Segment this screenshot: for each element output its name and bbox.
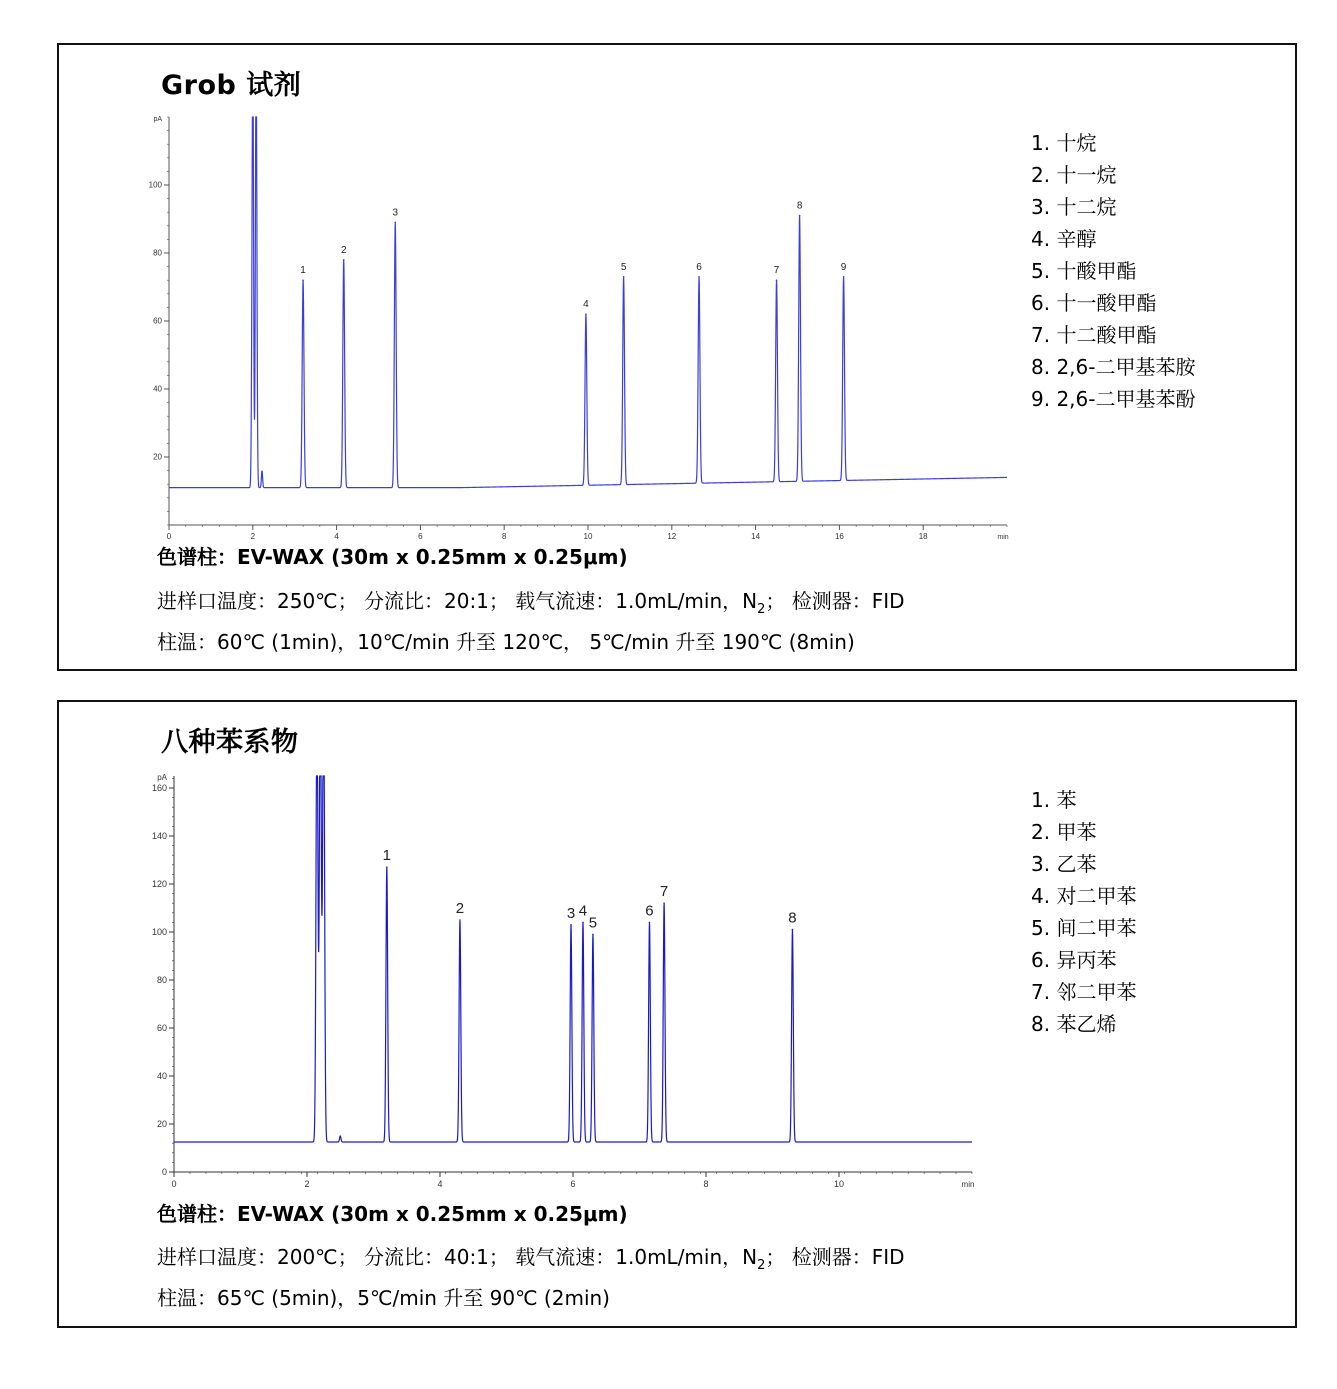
y-tick-label: 100 [151,927,167,937]
y-tick-label: 80 [156,975,167,985]
peak-apex-7 [663,902,665,904]
chart-title: Grob 试剂 [161,70,302,101]
y-tick-label: 60 [156,1023,167,1033]
x-tick-label: 2 [250,532,256,541]
x-tick-label: 12 [667,532,677,541]
inlet-subscript: 2 [757,602,766,617]
peak-label-4: 4 [578,902,588,920]
peak-apex-5 [623,276,625,278]
legend-item: 9. 2,6-二甲基苯酚 [1031,387,1196,411]
legend-item: 3. 乙苯 [1031,852,1097,876]
y-tick-label: 80 [153,248,162,258]
peak-apex-1 [302,279,304,281]
peak-apex-3 [394,222,396,224]
y-tick-label: 60 [153,316,162,326]
column-info: 色谱柱：EV-WAX (30m x 0.25mm x 0.25μm) [157,1202,628,1226]
x-tick-label: 10 [833,1179,845,1189]
peak-label-5: 5 [588,914,598,932]
legend-item: 8. 2,6-二甲基苯胺 [1031,355,1196,379]
peak-apex-4 [582,922,584,924]
peak-apex-2 [459,919,461,921]
y-tick-label: 100 [148,180,162,190]
peak-apex-7 [776,279,778,281]
legend-item: 7. 邻二甲苯 [1031,980,1137,1004]
oven-program: 柱温：65℃ (5min)，5℃/min 升至 90℃ (2min) [157,1286,610,1310]
y-axis-unit: pA [157,773,167,782]
legend-item: 3. 十二烷 [1031,195,1117,219]
x-tick-label: 14 [751,532,761,541]
y-tick-label: 40 [153,384,162,394]
peak-apex-8 [792,929,794,931]
legend-item: 7. 十二酸甲酯 [1031,323,1157,347]
legend-item: 6. 异丙苯 [1031,948,1117,972]
x-tick-label: 6 [570,1179,576,1189]
y-tick-label: 140 [151,831,167,841]
legend-item: 1. 十烷 [1031,131,1097,155]
x-tick-label: 2 [304,1179,310,1189]
chart-title: 八种苯系物 [161,727,299,758]
peak-label-1: 1 [300,265,306,277]
inlet-tail: ； 检测器：FID [765,589,905,613]
inlet-subscript: 2 [757,1258,766,1273]
peak-label-8: 8 [788,909,797,927]
peak-label-7: 7 [659,883,669,901]
peak-label-3: 3 [566,904,576,922]
x-tick-label: 18 [918,532,928,541]
peak-label-9: 9 [840,261,847,273]
peak-label-2: 2 [455,900,465,917]
peak-apex-6 [649,922,651,924]
x-tick-label: 4 [334,532,339,541]
peak-apex-2 [343,259,345,261]
legend-item: 2. 甲苯 [1031,820,1097,844]
y-tick-label: 40 [156,1071,167,1081]
peak-apex-3 [570,924,572,926]
y-tick-label: 0 [161,1167,167,1177]
y-axis-unit: pA [153,116,162,123]
chromatogram-panel-benzene [57,700,1297,1328]
inlet-info [157,1241,905,1273]
x-axis-unit: min [961,1180,975,1189]
peak-legend [1031,784,1136,1040]
peak-label-5: 5 [620,261,627,273]
x-tick-label: 10 [583,532,593,541]
inlet-info [157,585,905,617]
peak-apex-4 [585,313,587,315]
peak-label-6: 6 [696,261,702,273]
oven-program: 柱温：60℃ (1min)，10℃/min 升至 120℃， 5℃/min 升至 190℃ (8min) [157,630,855,654]
column-info: 色谱柱：EV-WAX (30m x 0.25mm x 0.25μm) [157,545,628,569]
legend-item: 6. 十一酸甲酯 [1031,291,1157,315]
signal-trace [174,776,972,1142]
y-tick-label: 20 [153,452,162,462]
y-tick-label: 20 [156,1119,167,1129]
legend-item: 5. 间二甲苯 [1031,916,1137,940]
x-axis-unit: min [997,534,1009,541]
peak-apex-9 [843,276,845,278]
x-tick-label: 0 [171,1179,177,1189]
peak-apex-8 [799,215,801,217]
legend-item: 1. 苯 [1031,788,1077,812]
peak-label-7: 7 [773,265,780,277]
peak-apex-1 [386,866,388,868]
x-tick-label: 8 [501,532,507,541]
peak-apex-6 [698,276,700,278]
peak-label-8: 8 [796,200,803,212]
x-tick-label: 8 [703,1179,709,1189]
x-tick-label: 4 [437,1179,443,1189]
y-tick-label: 160 [151,783,167,793]
peak-apex-5 [592,934,594,936]
legend-item: 4. 辛醇 [1031,227,1097,251]
inlet-tail: ； 检测器：FID [765,1245,905,1269]
peak-label-4: 4 [583,299,589,311]
chromatogram-panel-grob [57,43,1297,671]
legend-item: 5. 十酸甲酯 [1031,259,1137,283]
legend-item: 8. 苯乙烯 [1031,1012,1117,1036]
x-tick-label: 16 [834,532,844,541]
peak-label-6: 6 [645,902,654,920]
inlet-text: 进样口温度：200℃； 分流比：40:1； 载气流速：1.0mL/min，N [157,1245,758,1269]
inlet-text: 进样口温度：250℃； 分流比：20:1； 载气流速：1.0mL/min，N [157,589,758,613]
legend-item: 4. 对二甲苯 [1031,884,1137,908]
x-tick-label: 6 [418,532,423,541]
x-tick-label: 0 [166,532,172,541]
peak-label-3: 3 [392,207,399,219]
legend-item: 2. 十一烷 [1031,163,1117,187]
peak-label-2: 2 [340,244,347,256]
peak-label-1: 1 [382,847,391,865]
y-tick-label: 120 [151,879,167,889]
peak-legend [1031,127,1195,415]
